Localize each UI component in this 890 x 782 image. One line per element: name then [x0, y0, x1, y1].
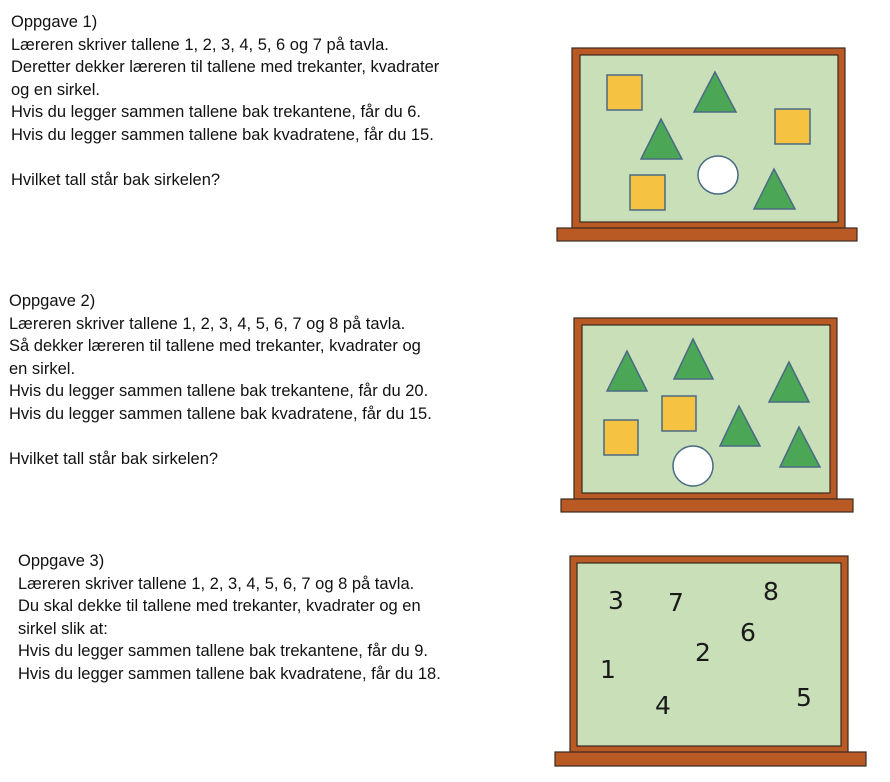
task-1-question: Hvilket tall står bak sirkelen?: [11, 170, 221, 189]
square-shape: [662, 396, 696, 431]
task-2-line: en sirkel.: [9, 359, 76, 378]
task-2-line: Læreren skriver tallene 1, 2, 3, 4, 5, 6, 7 og 8 på tavla.: [9, 314, 406, 333]
square-shape: [607, 75, 642, 110]
task-3-text: [18, 550, 441, 685]
board-number: 7: [668, 588, 684, 617]
task-3-line: Hvis du legger sammen tallene bak kvadratene, får du 18.: [18, 664, 441, 683]
board-ledge: [555, 752, 866, 766]
board-number: 3: [608, 586, 624, 615]
task-3-title: Oppgave 3): [18, 552, 105, 570]
board-number: 4: [655, 691, 671, 720]
task-2-text: [9, 290, 432, 470]
circle-shape: [698, 156, 738, 194]
task-2-title: Oppgave 2): [9, 292, 96, 310]
blackboard-2: [558, 315, 858, 515]
board-number: 2: [695, 638, 711, 667]
square-shape: [630, 175, 665, 210]
board-number: 6: [740, 618, 756, 647]
task-3-line: sirkel slik at:: [18, 619, 108, 638]
task-1-title: Oppgave 1): [11, 13, 98, 31]
task-3-line: Du skal dekke til tallene med trekanter, kvadrater og en: [18, 597, 421, 615]
task-2-question: Hvilket tall står bak sirkelen?: [9, 449, 219, 468]
blackboard-1: [555, 45, 860, 245]
task-1-line: Læreren skriver tallene 1, 2, 3, 4, 5, 6 og 7 på tavla.: [11, 35, 389, 54]
blackboard-3: [552, 552, 870, 772]
square-shape: [775, 109, 810, 144]
task-1-line: og en sirkel.: [11, 80, 100, 99]
board-number: 1: [600, 655, 616, 684]
task-2-line: Hvis du legger sammen tallene bak kvadratene, får du 15.: [9, 404, 432, 423]
board-number: 8: [763, 577, 779, 606]
circle-shape: [673, 446, 713, 486]
board-ledge: [561, 499, 853, 512]
task-2-line: Hvis du legger sammen tallene bak trekantene, får du 20.: [9, 382, 429, 400]
board-number: 5: [796, 683, 812, 712]
task-1-line: Hvis du legger sammen tallene bak trekantene, får du 6.: [11, 103, 421, 121]
task-1-line: Deretter dekker læreren til tallene med trekanter, kvadrater: [11, 58, 440, 76]
task-1-text: [11, 11, 439, 191]
task-2-line: Så dekker læreren til tallene med trekanter, kvadrater og: [9, 337, 421, 355]
task-1-line: [11, 146, 439, 169]
task-3-line: Hvis du legger sammen tallene bak trekantene, får du 9.: [18, 642, 428, 660]
square-shape: [604, 420, 638, 455]
task-1-line: Hvis du legger sammen tallene bak kvadratene, får du 15.: [11, 125, 434, 144]
task-2-line: [9, 425, 432, 448]
task-3-line: Læreren skriver tallene 1, 2, 3, 4, 5, 6, 7 og 8 på tavla.: [18, 574, 415, 593]
board-ledge: [557, 228, 857, 241]
